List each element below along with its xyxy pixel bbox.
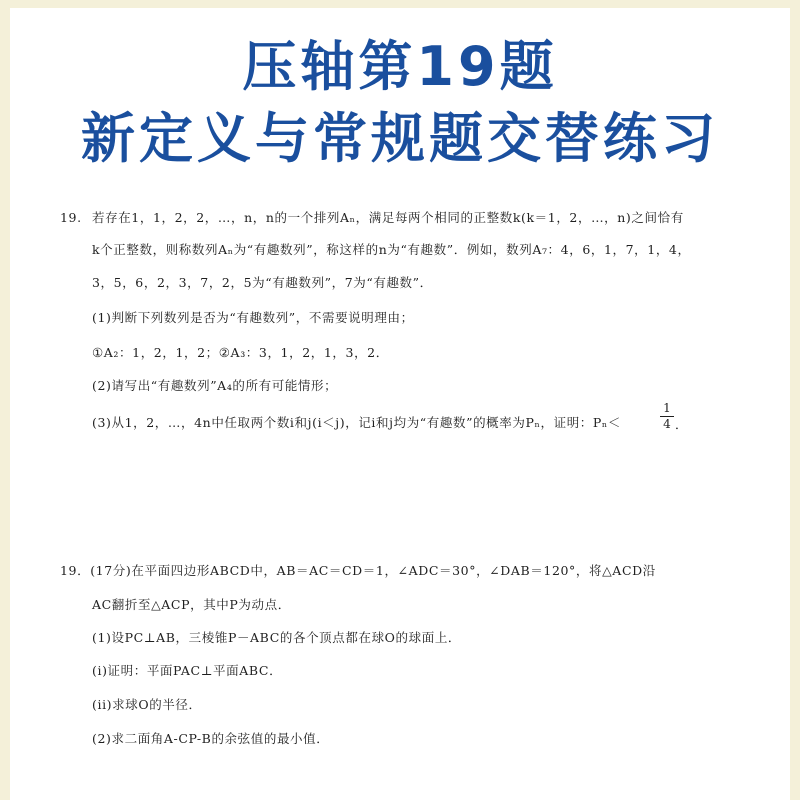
problem-1-part-1: (1)判断下列数列是否为“有趣数列”，不需要说明理由； [92, 310, 414, 325]
problem-2-part-1: (1)设PC⊥AB，三棱锥P－ABC的各个顶点都在球O的球面上． [92, 630, 462, 645]
page-title: 压轴第19题 [242, 35, 558, 98]
problem-1-line: 若存在1，1，2，2，…，n，n的一个排列Aₙ，满足每两个相同的正整数k(k＝1，2，…，n)之间恰有 [92, 210, 684, 225]
problem-2-part-1-i: (i)证明：平面PAC⊥平面ABC． [92, 663, 283, 678]
problem-2-part-2: (2)求二面角A-CP-B的余弦值的最小值． [92, 731, 330, 746]
problem-1-end-period: ． [675, 417, 688, 432]
problem-2-line: AC翻折至△ACP，其中P为动点． [92, 597, 291, 612]
problem-1-part-3: (3)从1，2，…，4n中任取两个数i和j(i＜j)，记i和j均为“有趣数”的概率为Pₙ，证明：Pₙ＜ [92, 415, 622, 430]
problem-1-part-2: (2)请写出“有趣数列”A₄的所有可能情形； [92, 378, 338, 393]
problem-1-part-1-sequences: ①A₂：1，2，1，2；②A₃：3，1，2，1，3，2． [92, 345, 389, 360]
problem-1-number: 19. [60, 210, 82, 225]
problem-1-line: 3，5，6，2，3，7，2，5为“有趣数列”，7为“有趣数”． [92, 275, 433, 290]
page-subtitle: 新定义与常规题交替练习 [81, 107, 719, 170]
fraction-one-quarter [660, 402, 674, 431]
fraction-numerator: 1 [663, 401, 671, 415]
problem-2-line: 19．(17分)在平面四边形ABCD中，AB＝AC＝CD＝1，∠ADC＝30°，∠DAB＝120°，将△ACD沿 [60, 563, 656, 578]
fraction-denominator: 4 [663, 417, 671, 431]
problem-1-line: k个正整数，则称数列Aₙ为“有趣数列”，称这样的n为“有趣数”．例如，数列A₇：4，6，1，7，1，4， [92, 242, 691, 257]
problem-2-part-1-ii: (ii)求球O的半径． [92, 697, 202, 712]
